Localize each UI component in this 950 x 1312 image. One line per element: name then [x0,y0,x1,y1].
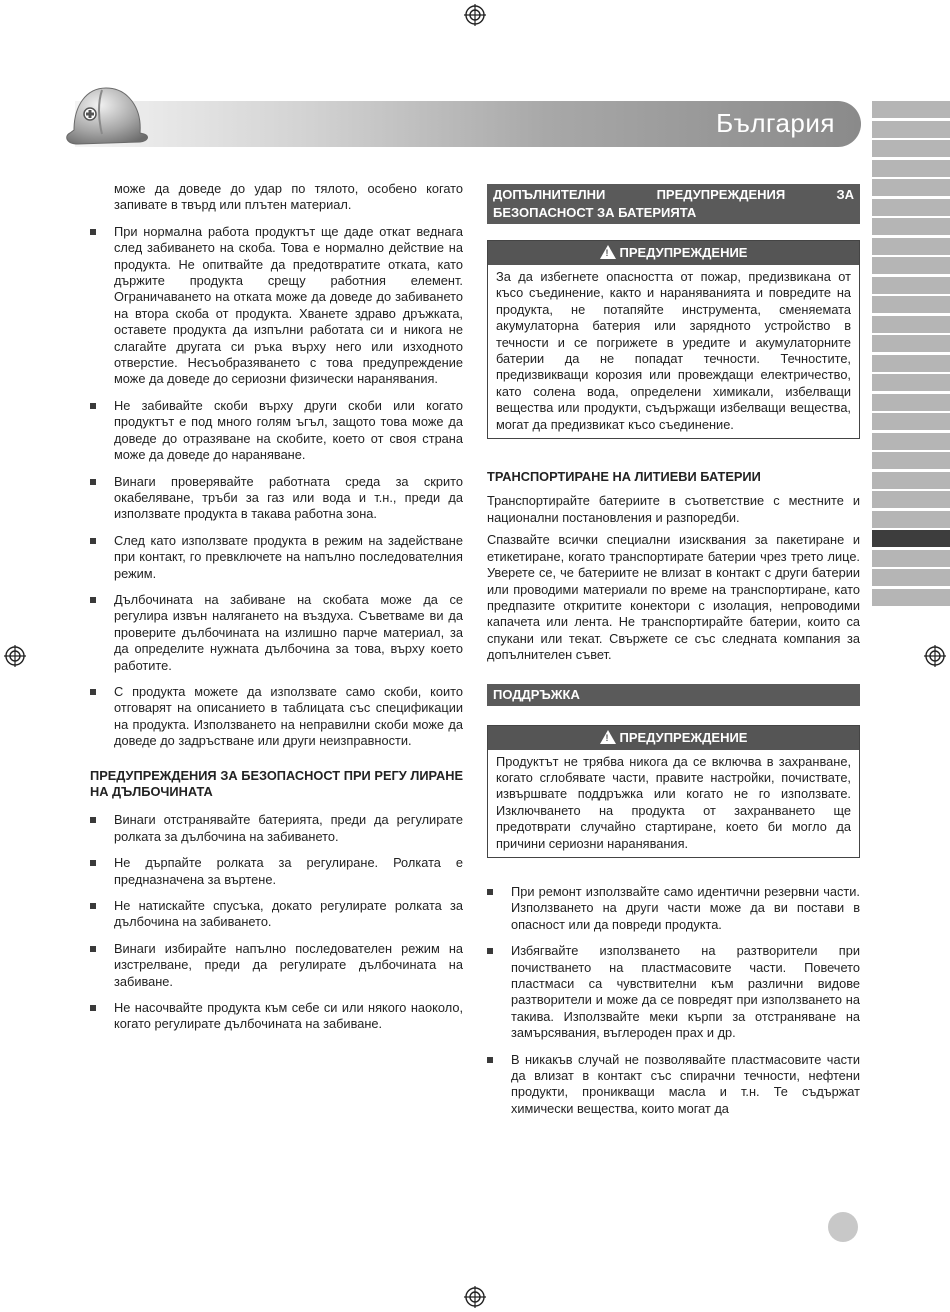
side-tab [872,296,950,313]
side-tab [872,491,950,508]
section-heading: ДОПЪЛНИТЕЛНИ ПРЕДУПРЕЖДЕНИЯ ЗА БЕЗОПАСНОСТ ЗА БАТЕРИЯТА [487,184,860,224]
bullet-icon [90,903,96,909]
bullet-icon [90,403,96,409]
list-item: Не дърпайте ролката за регулиране. Ролката е предназначена за въртене. [90,855,463,888]
side-tab [872,569,950,586]
side-tab [872,394,950,411]
bullet-icon [90,597,96,603]
list-item: Не забивайте скоби върху други скоби или когато продуктът е под много голям ъгъл, защото това може да доведе до отразяване на скобите, което от своя страна може да доведе до нараняване. [90,398,463,464]
side-tab [872,550,950,567]
side-tab [872,413,950,430]
side-tab [872,238,950,255]
paragraph: Транспортирайте батериите в съответствие с местните и национални постановления и разпоредби. [487,493,860,525]
left-column [90,181,463,1043]
side-tabs [872,101,950,608]
section-heading: ТРАНСПОРТИРАНЕ НА ЛИТИЕВИ БАТЕРИИ [487,469,761,485]
side-tab [872,374,950,391]
warning-header: ! ПРЕДУПРЕЖДЕНИЕ [488,726,859,750]
side-tab [872,160,950,177]
page-number-marker [828,1212,858,1242]
bullet-icon [90,946,96,952]
bullet-icon [90,479,96,485]
list-item: При ремонт използвайте само идентични резервни части. Използването на други части може да ви постави в опасност или да повреди продукта. [487,884,860,933]
side-tab [872,452,950,469]
side-tab [872,199,950,216]
side-tab [872,433,950,450]
bullet-icon [90,860,96,866]
list-item: Не насочвайте продукта към себе си или някого наоколо, когато регулирате дълбочината на забиване. [90,1000,463,1033]
bullet-icon [90,817,96,823]
registration-mark-icon [924,645,946,667]
section-heading: ПОДДРЪЖКА [487,684,860,706]
side-tab [872,335,950,352]
warning-triangle-icon: ! [600,245,616,259]
bullet-icon [90,1005,96,1011]
registration-mark-icon [4,645,26,667]
registration-mark-icon [464,1286,486,1308]
list-item: Винаги отстранявайте батерията, преди да регулирате ролката за дълбочина на забиването. [90,812,463,845]
right-column [487,184,860,1127]
paragraph: Спазвайте всички специални изисквания за пакетиране и етикетиране, когато транспортирате батерии чрез трето лице. Уверете се, че батериите не влизат в контакт с други батерии или проводими материали по време на транспортиране, като предпазите откритите конектори с изолация, непроводими капачета или лента. Не транспортирайте батерии, които са спукани или текат. Свържете се със следната компания за допълнителен съвет. [487,532,860,663]
list-item: Дълбочината на забиване на скобата може да се регулира извън налягането на въздуха. Съветваме ви да проверите дълбочината на излишно парче материал, за да определите нужната дълбочина за това, върху което работите. [90,592,463,674]
list-item: С продукта можете да използвате само скоби, които отговарят на описанието в таблицата със спецификации на продукта. Използването на неправилни скоби може да доведе до задръстване или други неизправности. [90,684,463,750]
warning-box [487,725,860,858]
bullet-icon [90,229,96,235]
registration-mark-icon [464,4,486,26]
list-item: След като използвате продукта в режим на задействане при контакт, го превключете на напълно последователния режим. [90,533,463,582]
side-tab [872,589,950,606]
list-item: В никакъв случай не позволявайте пластмасовите части да влизат в контакт със спирачни течности, нефтени продукти, проникващи масла и т.н. Те съдържат химически вещества, които могат да [487,1052,860,1118]
side-tab [872,121,950,138]
helmet-icon [62,78,152,148]
bullet-icon [487,1057,493,1063]
side-tab [872,277,950,294]
list-item: Винаги проверявайте работната среда за скрито окабеляване, тръби за газ или вода и т.н., преди да използвате продукта в такава работна зона. [90,474,463,523]
list-item: Винаги избирайте напълно последователен режим на изстрелване, преди да регулирате дълбочината на забиване. [90,941,463,990]
side-tab [872,179,950,196]
side-tab [872,316,950,333]
warning-text: За да избегнете опасността от пожар, предизвикана от късо съединение, както и нараняванията и повредите на продукта, не потапяйте инструмента, сменяемата акумулаторна батерия или зарядното устройство в течности и се погрижете в уредите и акумулаторните батерии да не попадат течности. Течностите, предизвикващи корозия или провеждащи електричество, като солена вода, определени химикали, избелващи вещества или продукти, съдържащи избелващи вещества, могат да предизвикат късо съединение. [496,269,851,432]
side-tab [872,355,950,372]
side-tab [872,140,950,157]
warning-header: ! ПРЕДУПРЕЖДЕНИЕ [488,241,859,265]
side-tab-active [872,530,950,547]
section-heading: ПРЕДУПРЕЖДЕНИЯ ЗА БЕЗОПАСНОСТ ПРИ РЕГУ ЛИРАНЕ НА ДЪЛБОЧИНАТА [90,767,463,799]
intro-text: може да доведе до удар по тялото, особено когато запивате в твърд или плътен материал. [114,181,463,213]
list-item: Не натискайте спусъка, докато регулирате ролката за дълбочина на забиването. [90,898,463,931]
side-tab [872,101,950,118]
side-tab [872,511,950,528]
list-item: Избягвайте използването на разтворители при почистването на пластмасовите части. Повечето пластмаси са чувствителни към различни видове разтворители и може да се повредят при използването на такива. Използвайте меки кърпи за отстраняване на замърсявания, въглероден прах и др. [487,943,860,1041]
bullet-icon [90,689,96,695]
warning-triangle-icon: ! [600,730,616,744]
warning-text: Продуктът не трябва никога да се включва в захранване, когато сглобявате части, правите настройки, почиствате, извършвате поддръжка или когато не го използвате. Изключването на продукта от захранването ще предотврати случайно стартиране, което би могло да причини сериозни наранявания. [496,753,851,851]
bullet-icon [90,538,96,544]
side-tab [872,472,950,489]
side-tab [872,218,950,235]
bullet-icon [487,889,493,895]
warning-box [487,240,860,439]
header-title: България [716,108,835,138]
bullet-icon [487,948,493,954]
side-tab [872,257,950,274]
list-item: При нормална работа продуктът ще даде откат веднага след забиването на скоба. Това е нормално действие на продукта. Не опитвайте да предотвратите отката, като държите продукта срещу работния елемент. Ограничаването на отката може да доведе до забиването на втора скоба от продукта. Хванете здраво дръжката, оставете продукта да изпълни работата си и никога не слагайте другата си ръка върху него или изходното отверстие. Несъобразяването с това предупреждение може да доведе до сериозни физически наранявания. [90,224,463,388]
